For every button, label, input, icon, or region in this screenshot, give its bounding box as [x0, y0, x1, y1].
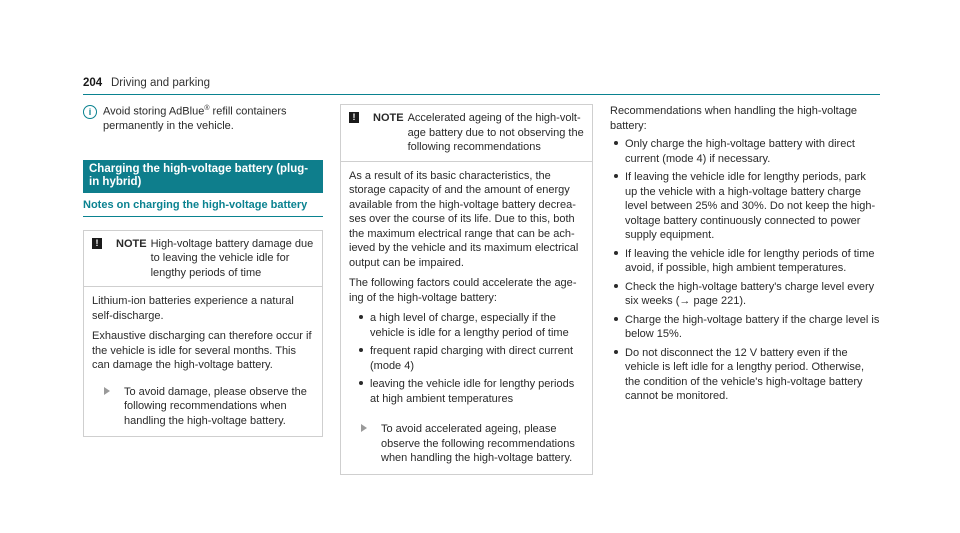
column-left: [83, 104, 323, 437]
list-item: If leaving the vehicle idle for lengthy periods, park up the vehicle with a high-voltage battery charge level between 25% and 30%. Do not keep the high-voltage battery continuously connected to power supply equipment.: [614, 170, 880, 243]
recommendations-list: [610, 137, 880, 404]
note-paragraph: The following factors could accelerate the ageing of the high-voltage battery:: [349, 277, 577, 304]
tip-block: [83, 104, 323, 134]
warning-icon: !: [92, 238, 102, 249]
list-item: Do not disconnect the 12 V battery even if the vehicle is left idle for a lengthy period. Otherwise, the condition of the vehicle's high-voltage battery cannot be monitored.: [614, 346, 880, 404]
list-item: leaving the vehicle idle for lengthy periods at high ambient temperatures: [359, 377, 584, 406]
warning-icon: !: [349, 112, 359, 123]
section-heading: Charging the high-voltage battery (plug-in hybrid): [83, 160, 323, 194]
arrow-right-icon: [104, 387, 110, 395]
note-box-accelerated-ageing: [340, 104, 593, 475]
list-item: Only charge the high-voltage battery with direct current (mode 4) if necessary.: [614, 137, 880, 166]
page-header: [83, 74, 880, 95]
note-paragraph: Lithium-ion batteries experience a natural self-discharge.: [92, 295, 294, 322]
list-item: Check the high-voltage battery's charge level every six weeks (→ page 221).: [614, 280, 880, 309]
recommendations-intro: Recommendations when handling the high-voltage battery:: [610, 105, 858, 132]
list-item: Charge the high-voltage battery if the charge level is below 15%.: [614, 313, 880, 342]
note-title: High-voltage battery damage due to leaving the vehicle idle for lengthy periods of time: [150, 237, 314, 279]
arrow-right-icon: [361, 424, 367, 432]
note-header: [341, 105, 592, 162]
list-item: frequent rapid charging with direct current (mode 4): [359, 344, 584, 373]
note-label: NOTE: [116, 237, 147, 250]
column-right: [610, 104, 880, 408]
page-number: 204: [83, 77, 103, 89]
note-paragraph: As a result of its basic characteristics, the storage capacity of and the amount of energy available from the high-voltage battery decreases over the course of its life. Due to this, both the maximum electrical range that can be achieved by the vehicle and its maximum electrical output can be impaired.: [349, 169, 579, 269]
action-text: To avoid damage, please observe the following recommendations when handling the high-voltage battery.: [124, 385, 307, 427]
subsection-heading: Notes on charging the high-voltage battery: [83, 198, 323, 217]
column-middle: [340, 104, 593, 475]
note-title: Accelerated ageing of the high-voltage battery due to not observing the following recommendations: [407, 112, 584, 154]
note-body: [84, 287, 322, 436]
action-step: [92, 385, 314, 429]
note-header: [84, 231, 322, 288]
note-box-battery-damage: [83, 230, 323, 438]
action-text: To avoid accelerated ageing, please observe the following recommendations when handling the high-voltage battery.: [381, 423, 575, 465]
info-icon: i: [83, 105, 97, 119]
action-step: [349, 422, 584, 466]
section-label: Driving and parking: [111, 77, 211, 89]
list-item: a high level of charge, especially if the vehicle is idle for a lengthy period of time: [359, 311, 584, 340]
tip-text: Avoid storing AdBlue® refill containers permanently in the vehicle.: [103, 105, 287, 133]
note-paragraph: Exhaustive discharging can therefore occur if the vehicle is idle for several months. This can damage the high-voltage battery.: [92, 330, 312, 372]
list-item: If leaving the vehicle idle for lengthy periods of time avoid, if possible, high ambient temperatures.: [614, 247, 880, 276]
note-label: NOTE: [373, 112, 404, 124]
ageing-factors-list: [349, 311, 584, 406]
note-body: [341, 162, 592, 474]
